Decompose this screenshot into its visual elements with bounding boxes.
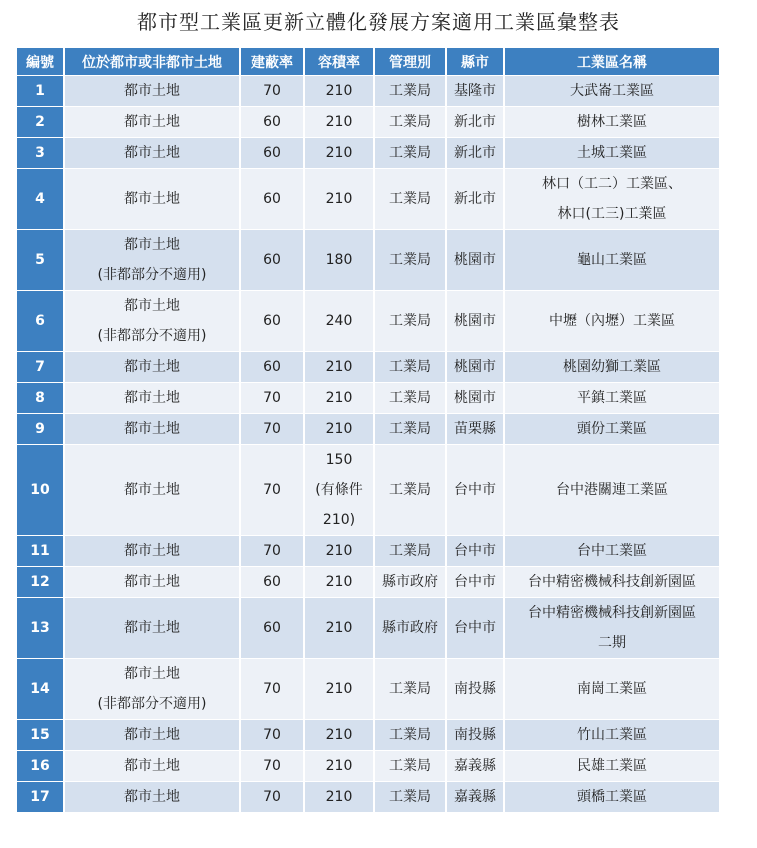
floor-area-ratio (305, 291, 373, 351)
land-type-line: 都市土地 (124, 298, 180, 314)
land-type (65, 76, 239, 106)
management: 縣市政府 (375, 598, 445, 658)
land-type (65, 536, 239, 566)
land-type-line: 都市土地 (124, 83, 180, 99)
table-row (17, 659, 719, 719)
land-type-line: 都市土地 (124, 359, 180, 375)
floor-area-ratio-line: 210 (325, 574, 353, 590)
zone-name-line: 台中港關連工業區 (556, 482, 668, 498)
management: 工業局 (375, 230, 445, 290)
zone-name (505, 414, 719, 444)
zone-name-line: 竹山工業區 (577, 727, 647, 743)
land-type (65, 138, 239, 168)
row-number: 9 (17, 414, 63, 444)
industrial-zone-table (15, 47, 721, 813)
floor-area-ratio (305, 383, 373, 413)
coverage-ratio: 70 (241, 751, 303, 781)
floor-area-ratio-line: 210 (325, 83, 353, 99)
floor-area-ratio (305, 76, 373, 106)
zone-name-line: 土城工業區 (577, 145, 647, 161)
zone-name-line: 大武崙工業區 (570, 83, 654, 99)
floor-area-ratio-line: 210 (325, 543, 353, 559)
row-number: 2 (17, 107, 63, 137)
land-type-line: (非都部分不適用) (97, 328, 207, 344)
floor-area-ratio-line: 210 (325, 191, 353, 207)
table-row (17, 291, 719, 351)
zone-name-line: 民雄工業區 (577, 758, 647, 774)
zone-name-line: 台中精密機械科技創新園區 (528, 574, 696, 590)
county: 苗栗縣 (447, 414, 503, 444)
zone-name (505, 720, 719, 750)
coverage-ratio: 70 (241, 76, 303, 106)
zone-name (505, 536, 719, 566)
row-number: 6 (17, 291, 63, 351)
zone-name-line: 桃園幼獅工業區 (563, 359, 661, 375)
floor-area-ratio-line: 210 (325, 758, 353, 774)
management: 工業局 (375, 720, 445, 750)
floor-area-ratio-line: 210 (325, 681, 353, 697)
management: 工業局 (375, 659, 445, 719)
zone-name-line: 台中精密機械科技創新園區 (528, 605, 696, 621)
county: 台中市 (447, 536, 503, 566)
coverage-ratio: 70 (241, 720, 303, 750)
county: 台中市 (447, 445, 503, 535)
land-type-line: 都市土地 (124, 191, 180, 207)
table-row (17, 720, 719, 750)
floor-area-ratio (305, 659, 373, 719)
land-type-line: 都市土地 (124, 390, 180, 406)
land-type (65, 598, 239, 658)
zone-name (505, 169, 719, 229)
header-county: 縣市 (447, 48, 503, 75)
zone-name (505, 751, 719, 781)
land-type-line: 都市土地 (124, 145, 180, 161)
coverage-ratio: 70 (241, 414, 303, 444)
land-type (65, 445, 239, 535)
header-far: 容積率 (305, 48, 373, 75)
land-type-line: 都市土地 (124, 727, 180, 743)
floor-area-ratio (305, 720, 373, 750)
floor-area-ratio-line: 240 (325, 313, 353, 329)
land-type (65, 169, 239, 229)
management: 工業局 (375, 782, 445, 812)
land-type-line: 都市土地 (124, 789, 180, 805)
zone-name (505, 598, 719, 658)
coverage-ratio: 70 (241, 659, 303, 719)
land-type (65, 414, 239, 444)
floor-area-ratio-line: 210 (325, 421, 353, 437)
coverage-ratio: 60 (241, 291, 303, 351)
zone-name-line: 林口(工三)工業區 (557, 206, 667, 222)
county: 桃園市 (447, 230, 503, 290)
table-body (17, 76, 719, 812)
management: 工業局 (375, 751, 445, 781)
floor-area-ratio-line: 210 (325, 145, 353, 161)
zone-name (505, 107, 719, 137)
zone-name (505, 352, 719, 382)
floor-area-ratio-line: (有條件 (315, 482, 363, 498)
table-row (17, 567, 719, 597)
land-type-line: 都市土地 (124, 666, 180, 682)
land-type (65, 352, 239, 382)
county: 新北市 (447, 138, 503, 168)
row-number: 7 (17, 352, 63, 382)
management: 工業局 (375, 169, 445, 229)
floor-area-ratio (305, 536, 373, 566)
table-row (17, 782, 719, 812)
coverage-ratio: 60 (241, 567, 303, 597)
county: 桃園市 (447, 352, 503, 382)
zone-name-line: 平鎮工業區 (577, 390, 647, 406)
zone-name-line: 中壢（內壢）工業區 (549, 313, 675, 329)
coverage-ratio: 60 (241, 230, 303, 290)
land-type-line: 都市土地 (124, 482, 180, 498)
row-number: 5 (17, 230, 63, 290)
coverage-ratio: 60 (241, 169, 303, 229)
row-number: 8 (17, 383, 63, 413)
floor-area-ratio (305, 598, 373, 658)
floor-area-ratio (305, 169, 373, 229)
land-type-line: 都市土地 (124, 114, 180, 130)
land-type (65, 383, 239, 413)
zone-name (505, 230, 719, 290)
floor-area-ratio-line: 210 (325, 620, 353, 636)
coverage-ratio: 70 (241, 782, 303, 812)
table-row (17, 414, 719, 444)
zone-name-line: 林口（工二）工業區、 (542, 176, 682, 192)
row-number: 15 (17, 720, 63, 750)
county: 南投縣 (447, 659, 503, 719)
coverage-ratio: 60 (241, 352, 303, 382)
table-row (17, 751, 719, 781)
floor-area-ratio-line: 210) (322, 512, 356, 528)
management: 工業局 (375, 352, 445, 382)
land-type-line: (非都部分不適用) (97, 696, 207, 712)
zone-name (505, 659, 719, 719)
management: 縣市政府 (375, 567, 445, 597)
header-no: 編號 (17, 48, 63, 75)
row-number: 13 (17, 598, 63, 658)
land-type (65, 782, 239, 812)
county: 南投縣 (447, 720, 503, 750)
county: 基隆市 (447, 76, 503, 106)
zone-name (505, 567, 719, 597)
zone-name (505, 291, 719, 351)
county: 新北市 (447, 169, 503, 229)
county: 嘉義縣 (447, 782, 503, 812)
floor-area-ratio (305, 414, 373, 444)
county: 台中市 (447, 567, 503, 597)
floor-area-ratio-line: 180 (325, 252, 353, 268)
coverage-ratio: 70 (241, 383, 303, 413)
coverage-ratio: 60 (241, 107, 303, 137)
zone-name (505, 138, 719, 168)
row-number: 12 (17, 567, 63, 597)
zone-name-line: 台中工業區 (577, 543, 647, 559)
floor-area-ratio (305, 751, 373, 781)
county: 桃園市 (447, 291, 503, 351)
land-type (65, 291, 239, 351)
zone-name-line: 樹林工業區 (577, 114, 647, 130)
zone-name (505, 445, 719, 535)
table-row (17, 230, 719, 290)
zone-name (505, 76, 719, 106)
row-number: 14 (17, 659, 63, 719)
floor-area-ratio-line: 210 (325, 789, 353, 805)
management: 工業局 (375, 107, 445, 137)
land-type-line: 都市土地 (124, 237, 180, 253)
header-land: 位於都市或非都市土地 (65, 48, 239, 75)
county: 新北市 (447, 107, 503, 137)
zone-name-line: 龜山工業區 (577, 252, 647, 268)
coverage-ratio: 70 (241, 536, 303, 566)
coverage-ratio: 60 (241, 598, 303, 658)
page-title: 都市型工業區更新立體化發展方案適用工業區彙整表 (137, 10, 620, 34)
floor-area-ratio (305, 445, 373, 535)
land-type (65, 720, 239, 750)
county: 嘉義縣 (447, 751, 503, 781)
header-row (17, 48, 719, 75)
floor-area-ratio-line: 150 (325, 452, 353, 468)
management: 工業局 (375, 445, 445, 535)
management: 工業局 (375, 383, 445, 413)
management: 工業局 (375, 536, 445, 566)
land-type (65, 567, 239, 597)
table-row (17, 445, 719, 535)
table-row (17, 598, 719, 658)
row-number: 1 (17, 76, 63, 106)
land-type-line: 都市土地 (124, 543, 180, 559)
coverage-ratio: 70 (241, 445, 303, 535)
floor-area-ratio (305, 782, 373, 812)
land-type (65, 230, 239, 290)
land-type (65, 751, 239, 781)
table-row (17, 352, 719, 382)
management: 工業局 (375, 76, 445, 106)
zone-name (505, 383, 719, 413)
management: 工業局 (375, 138, 445, 168)
header-management: 管理別 (375, 48, 445, 75)
table-row (17, 536, 719, 566)
land-type-line: 都市土地 (124, 620, 180, 636)
table-row (17, 107, 719, 137)
floor-area-ratio-line: 210 (325, 114, 353, 130)
row-number: 4 (17, 169, 63, 229)
table-row (17, 138, 719, 168)
land-type (65, 659, 239, 719)
land-type-line: (非都部分不適用) (97, 267, 207, 283)
floor-area-ratio (305, 230, 373, 290)
coverage-ratio: 60 (241, 138, 303, 168)
zone-name-line: 二期 (598, 635, 626, 651)
land-type-line: 都市土地 (124, 574, 180, 590)
table-row (17, 76, 719, 106)
management: 工業局 (375, 414, 445, 444)
floor-area-ratio-line: 210 (325, 390, 353, 406)
zone-name (505, 782, 719, 812)
row-number: 11 (17, 536, 63, 566)
floor-area-ratio (305, 567, 373, 597)
row-number: 16 (17, 751, 63, 781)
zone-name-line: 頭份工業區 (577, 421, 647, 437)
zone-name-line: 頭橋工業區 (577, 789, 647, 805)
floor-area-ratio-line: 210 (325, 727, 353, 743)
row-number: 10 (17, 445, 63, 535)
county: 桃園市 (447, 383, 503, 413)
row-number: 3 (17, 138, 63, 168)
county: 台中市 (447, 598, 503, 658)
row-number: 17 (17, 782, 63, 812)
floor-area-ratio (305, 138, 373, 168)
table-row (17, 383, 719, 413)
land-type-line: 都市土地 (124, 421, 180, 437)
table-row (17, 169, 719, 229)
floor-area-ratio (305, 352, 373, 382)
header-zone-name: 工業區名稱 (505, 48, 719, 75)
floor-area-ratio-line: 210 (325, 359, 353, 375)
land-type (65, 107, 239, 137)
land-type-line: 都市土地 (124, 758, 180, 774)
management: 工業局 (375, 291, 445, 351)
floor-area-ratio (305, 107, 373, 137)
zone-name-line: 南崗工業區 (577, 681, 647, 697)
header-coverage: 建蔽率 (241, 48, 303, 75)
